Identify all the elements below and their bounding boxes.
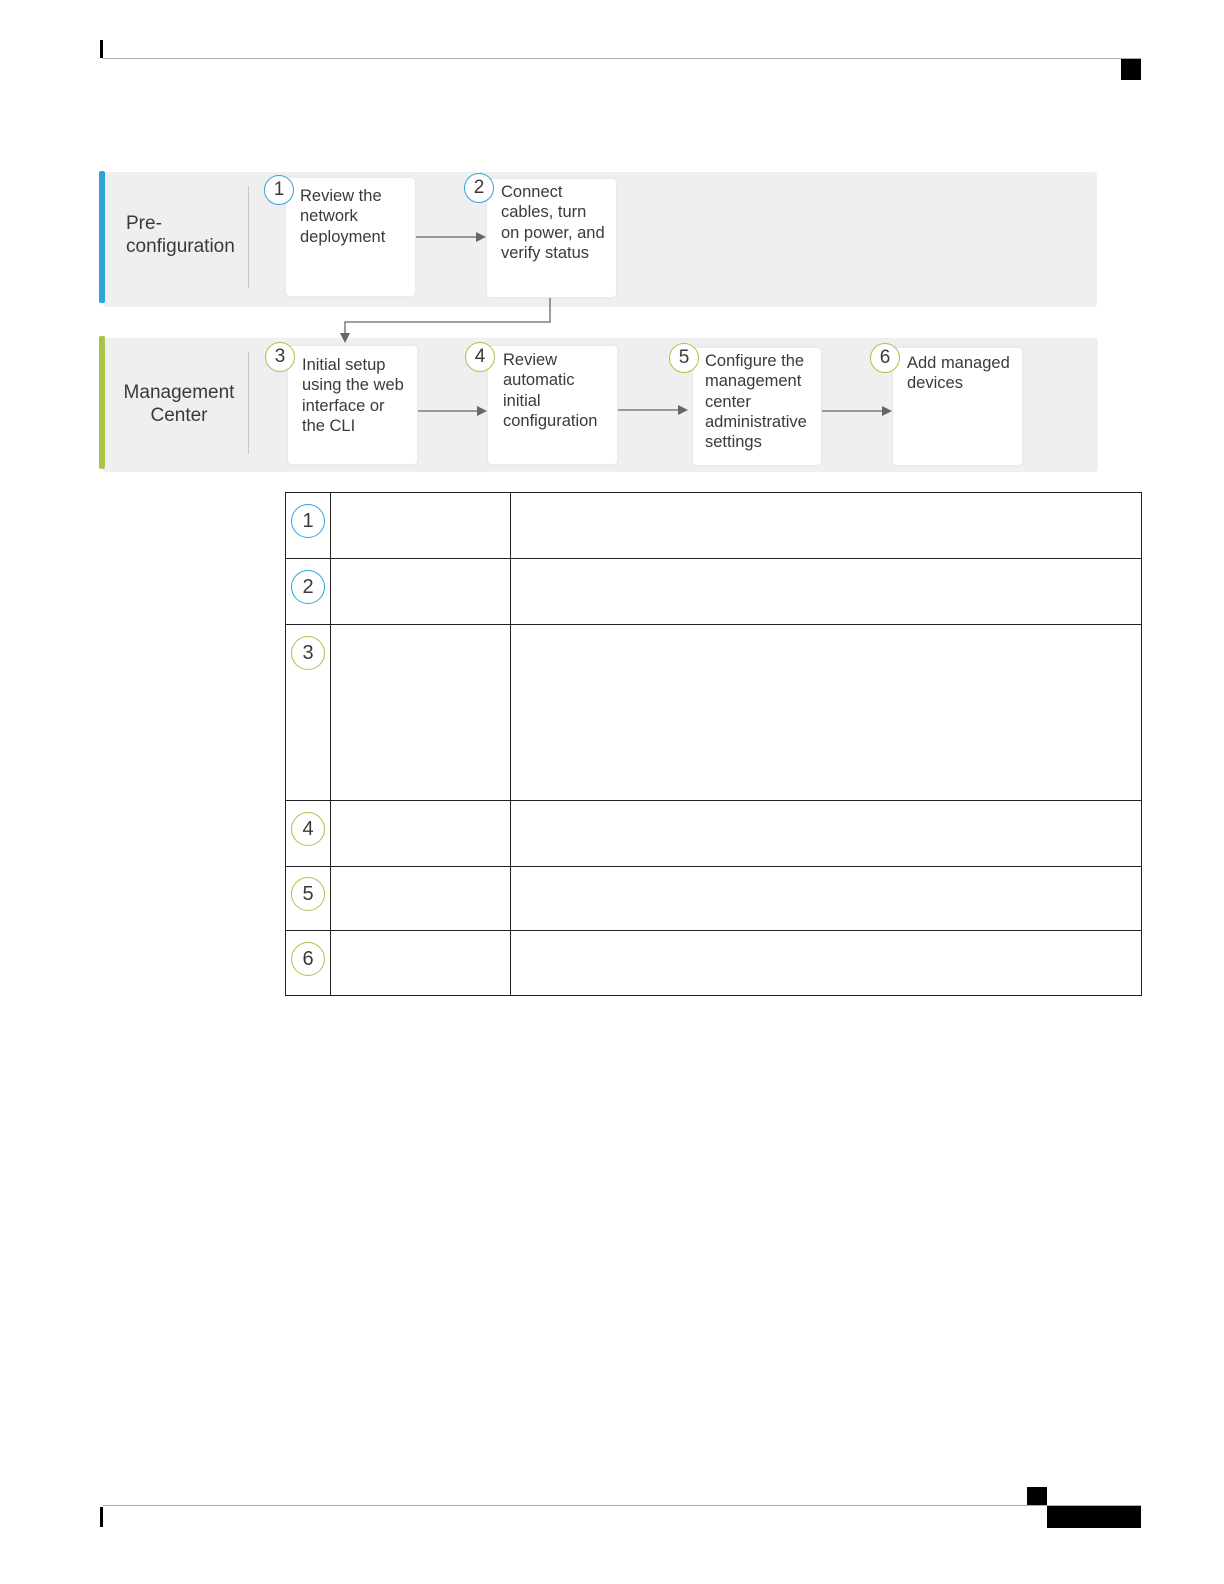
step-label-5: Configure the management center administrative settings xyxy=(705,352,807,452)
row-number-cell xyxy=(286,801,331,867)
footer-tick xyxy=(100,1507,103,1527)
row-description-cell xyxy=(511,493,1142,559)
lane-management-center-title: Management Center xyxy=(123,382,235,426)
table-row xyxy=(286,559,1142,625)
step-label-4: Review automatic initial configuration xyxy=(503,351,598,430)
step-label-1: Review the network deployment xyxy=(300,187,386,246)
step-label-3: Initial setup using the web interface or the CLI xyxy=(302,356,404,435)
footer-marker xyxy=(1027,1487,1047,1505)
table-row xyxy=(286,493,1142,559)
step-number-4: 4 xyxy=(465,342,495,372)
row-number-cell xyxy=(286,559,331,625)
row-label-cell xyxy=(331,867,511,931)
footer-rule xyxy=(103,1505,1141,1506)
table-row xyxy=(286,931,1142,996)
row-number-6: 6 xyxy=(291,942,325,976)
row-number-cell xyxy=(286,493,331,559)
row-description-cell xyxy=(511,931,1142,996)
row-description-cell xyxy=(511,625,1142,801)
row-number-cell xyxy=(286,625,331,801)
row-number-2: 2 xyxy=(291,570,325,604)
row-number-cell xyxy=(286,867,331,931)
step-description-table xyxy=(285,492,1142,996)
row-description-cell xyxy=(511,559,1142,625)
row-label-cell xyxy=(331,931,511,996)
arrow-2-to-3 xyxy=(345,298,550,341)
workflow-diagram xyxy=(0,0,1224,480)
row-label-cell xyxy=(331,801,511,867)
step-number-2: 2 xyxy=(464,173,494,203)
step-number-1: 1 xyxy=(264,175,294,205)
row-number-5: 5 xyxy=(291,877,325,911)
row-number-3: 3 xyxy=(291,636,325,670)
flow-arrows xyxy=(0,0,1224,480)
step-label-2: Connect cables, turn on power, and verify status xyxy=(501,183,605,262)
row-label-cell xyxy=(331,625,511,801)
step-number-5: 5 xyxy=(669,343,699,373)
row-number-cell xyxy=(286,931,331,996)
lane-preconfiguration-title: Pre- configuration xyxy=(126,213,235,257)
step-label-6: Add managed devices xyxy=(907,354,1010,393)
step-number-6: 6 xyxy=(870,343,900,373)
row-number-1: 1 xyxy=(291,504,325,538)
table-row xyxy=(286,867,1142,931)
table-row xyxy=(286,625,1142,801)
row-description-cell xyxy=(511,801,1142,867)
step-number-3: 3 xyxy=(265,342,295,372)
row-label-cell xyxy=(331,559,511,625)
footer-page-tab xyxy=(1047,1506,1141,1528)
row-description-cell xyxy=(511,867,1142,931)
row-number-4: 4 xyxy=(291,812,325,846)
row-label-cell xyxy=(331,493,511,559)
table-row xyxy=(286,801,1142,867)
